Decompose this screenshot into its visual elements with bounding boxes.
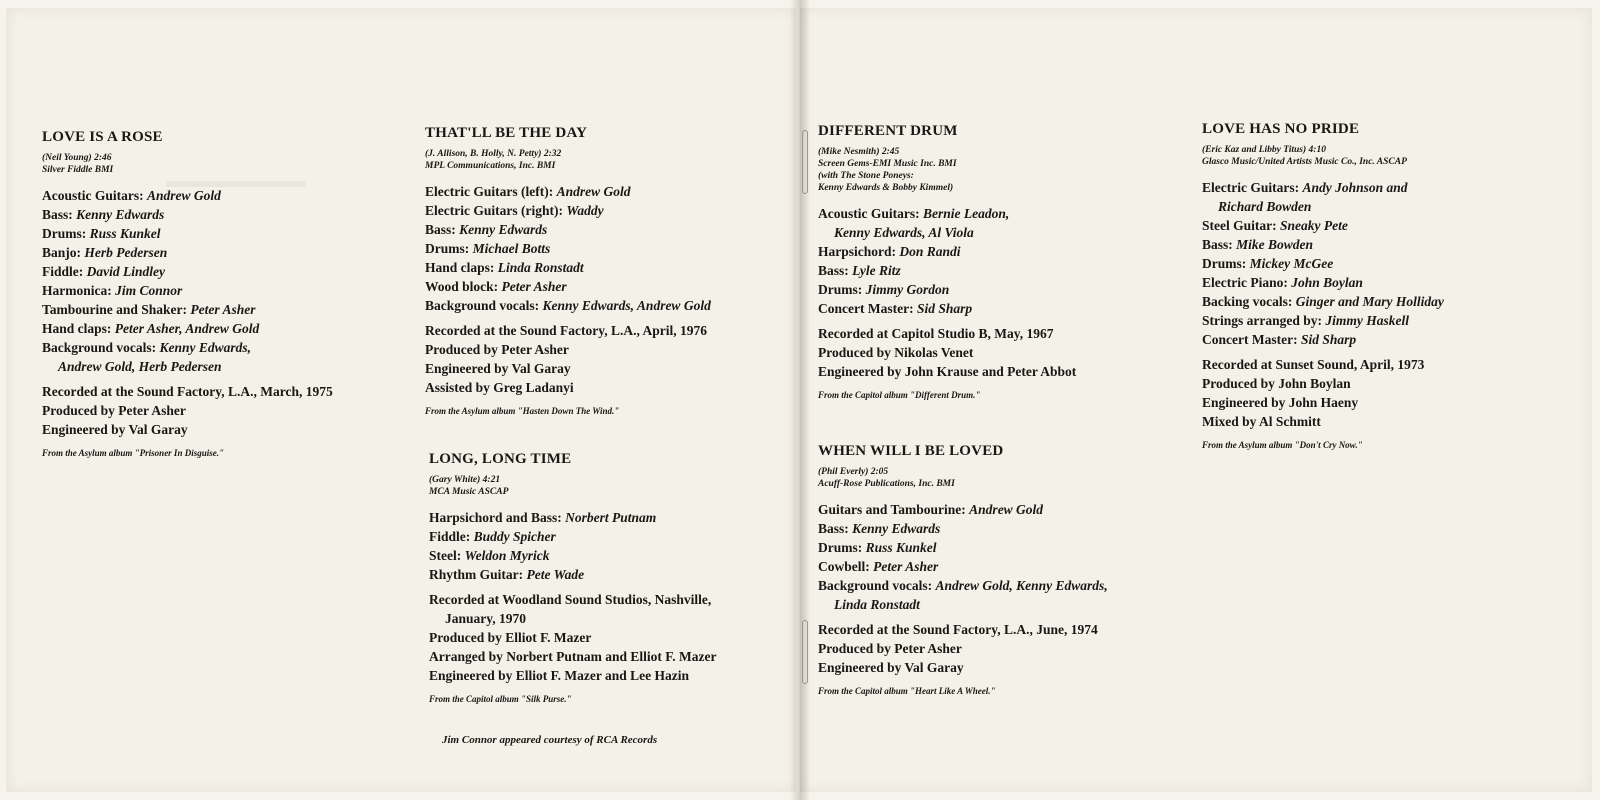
credit-role: Wood block: (425, 279, 499, 294)
credit-role: Concert Master: (818, 301, 914, 316)
show-through: ▬▬▬▬▬▬▬ (166, 170, 306, 192)
song-love-is-a-rose (42, 128, 382, 459)
credit-line (818, 576, 1178, 595)
credit-role: Hand claps: (425, 260, 495, 275)
credit-name: Andrew Gold (969, 502, 1044, 517)
credit-role: Drums: (818, 282, 863, 297)
credit-name: Lyle Ritz (852, 263, 901, 278)
credit-name: Andrew Gold, Herb Pedersen (58, 359, 222, 374)
production-line: Produced by Peter Asher (425, 342, 569, 357)
production-line: Produced by Elliot F. Mazer (429, 630, 592, 645)
credit-name: Mickey McGee (1249, 256, 1334, 271)
credit-role: Banjo: (42, 245, 82, 260)
credit-name: Jim Connor (115, 283, 183, 298)
credit-line (818, 204, 1178, 223)
production-line: Engineered by Elliot F. Mazer and Lee Hazin (429, 668, 690, 683)
production-line: Recorded at Capitol Studio B, May, 1967 (818, 326, 1054, 341)
credit-role: Steel Guitar: (1202, 218, 1277, 233)
credit-line (1202, 216, 1552, 235)
credit-line (818, 261, 1178, 280)
credit-name: Waddy (566, 203, 604, 218)
credit-role: Guitars and Tambourine: (818, 502, 966, 517)
credit-name: Sneaky Pete (1279, 218, 1348, 233)
credit-name: Don Randi (899, 244, 961, 259)
song-meta: Acuff-Rose Publications, Inc. BMI (818, 479, 955, 489)
credit-role: Hand claps: (42, 321, 112, 336)
song-title: LOVE IS A ROSE (42, 129, 163, 145)
credit-line (1202, 254, 1552, 273)
song-meta: (with The Stone Poneys: (818, 171, 914, 181)
credits-list (42, 186, 382, 376)
credit-name: Kenny Edwards, Andrew Gold (542, 298, 711, 313)
credit-name: Peter Asher (873, 559, 939, 574)
credit-line (1202, 197, 1552, 216)
credit-name: Andrew Gold, Kenny Edwards, (935, 578, 1108, 593)
credit-name: Herb Pedersen (84, 245, 168, 260)
song-long-long-time (429, 450, 779, 705)
credit-line (42, 205, 382, 224)
production-line: Mixed by Al Schmitt (1202, 414, 1321, 429)
production-line: Produced by Peter Asher (42, 403, 186, 418)
credit-line (425, 296, 775, 315)
song-meta: Silver Fiddle BMI (42, 165, 114, 175)
credits-list (1202, 178, 1552, 349)
production-line: Recorded at the Sound Factory, L.A., March, 1975 (42, 384, 333, 399)
credit-name: Sid Sharp (1300, 332, 1357, 347)
credit-line (1202, 330, 1552, 349)
credit-name: Mike Bowden (1236, 237, 1314, 252)
credit-line (818, 223, 1178, 242)
credit-name: Peter Asher (190, 302, 256, 317)
credit-role: Electric Guitars: (1202, 180, 1300, 195)
credit-role: Acoustic Guitars: (818, 206, 920, 221)
credit-line (429, 527, 779, 546)
song-title: LOVE HAS NO PRIDE (1202, 121, 1360, 137)
credit-name: Jimmy Gordon (865, 282, 950, 297)
credit-line (425, 239, 775, 258)
song-title: DIFFERENT DRUM (818, 123, 958, 139)
production-line: Engineered by Val Garay (425, 361, 571, 376)
credit-role: Drums: (425, 241, 470, 256)
credit-name: Peter Asher (501, 279, 567, 294)
credit-name: Jimmy Haskell (1325, 313, 1410, 328)
credit-line (818, 299, 1178, 318)
credit-role: Backing vocals: (1202, 294, 1293, 309)
credit-role: Strings arranged by: (1202, 313, 1323, 328)
credit-name: Russ Kunkel (89, 226, 161, 241)
album-source: From the Capitol album "Silk Purse." (429, 694, 572, 704)
credit-name: John Boylan (1291, 275, 1363, 290)
production-line: Produced by Nikolas Venet (818, 345, 974, 360)
credit-role: Cowbell: (818, 559, 870, 574)
credit-name: Linda Ronstadt (497, 260, 584, 275)
credit-line (429, 565, 779, 584)
album-source: From the Asylum album "Hasten Down The Wind." (425, 406, 620, 416)
credit-line (429, 508, 779, 527)
staple (802, 130, 808, 194)
credit-line (42, 186, 382, 205)
song-meta: Screen Gems-EMI Music Inc. BMI (818, 159, 957, 169)
credit-line (42, 357, 382, 376)
credit-line (818, 538, 1178, 557)
song-meta: (J. Allison, B. Holly, N. Petty) 2:32 (425, 149, 562, 159)
album-source: From the Capitol album "Different Drum." (818, 390, 981, 400)
credit-name: Norbert Putnam (565, 510, 657, 525)
credit-name: Sid Sharp (916, 301, 973, 316)
production-line: Engineered by John Haeny (1202, 395, 1359, 410)
song-meta: (Gary White) 4:21 (429, 475, 501, 485)
credit-name: Pete Wade (526, 567, 585, 582)
credit-name: Linda Ronstadt (834, 597, 920, 612)
song-when-will-i-be-loved (818, 442, 1178, 697)
credit-name: Ginger and Mary Holliday (1295, 294, 1444, 309)
credit-line (425, 258, 775, 277)
credit-role: Background vocals: (425, 298, 540, 313)
production-line: Engineered by Val Garay (818, 660, 964, 675)
credit-role: Background vocals: (818, 578, 933, 593)
song-different-drum (818, 122, 1178, 401)
album-source: From the Asylum album "Don't Cry Now." (1202, 440, 1363, 450)
credit-name: Andrew Gold (147, 188, 221, 203)
credit-role: Electric Guitars (right): (425, 203, 563, 218)
credit-line (42, 300, 382, 319)
production-line: Engineered by John Krause and Peter Abbot (818, 364, 1077, 379)
credit-role: Electric Guitars (left): (425, 184, 554, 199)
credit-name: Richard Bowden (1218, 199, 1312, 214)
credit-line (818, 519, 1178, 538)
credits-list (429, 508, 779, 584)
credit-line (42, 281, 382, 300)
credit-role: Drums: (42, 226, 87, 241)
credit-role: Drums: (818, 540, 863, 555)
credit-role: Electric Piano: (1202, 275, 1288, 290)
credit-line (1202, 273, 1552, 292)
credit-name: Buddy Spicher (473, 529, 556, 544)
credit-name: David Lindley (86, 264, 165, 279)
production-line: January, 1970 (445, 611, 527, 626)
credits-list (818, 500, 1178, 614)
credit-line (429, 546, 779, 565)
credit-role: Background vocals: (42, 340, 157, 355)
credit-role: Harpsichord and Bass: (429, 510, 562, 525)
credit-line (42, 338, 382, 357)
courtesy-note: Jim Connor appeared courtesy of RCA Records (442, 734, 658, 746)
production-line: Arranged by Norbert Putnam and Elliot F. Mazer (429, 649, 717, 664)
credit-line (1202, 235, 1552, 254)
credit-line (818, 500, 1178, 519)
credit-role: Bass: (818, 521, 849, 536)
credit-line (42, 243, 382, 262)
production-line: Produced by Peter Asher (818, 641, 962, 656)
credit-line (818, 242, 1178, 261)
credit-role: Fiddle: (42, 264, 84, 279)
production-line: Engineered by Val Garay (42, 422, 188, 437)
credit-name: Kenny Edwards (459, 222, 548, 237)
credit-line (425, 201, 775, 220)
credit-line (818, 280, 1178, 299)
credit-name: Kenny Edwards, (159, 340, 252, 355)
song-title: THAT'LL BE THE DAY (425, 125, 588, 141)
song-meta: (Neil Young) 2:46 (42, 153, 112, 163)
staple (802, 620, 808, 684)
credit-role: Acoustic Guitars: (42, 188, 144, 203)
album-source: From the Capitol album "Heart Like A Wheel." (818, 686, 996, 696)
credit-line (425, 182, 775, 201)
credit-name: Weldon Myrick (464, 548, 550, 563)
credit-role: Steel: (429, 548, 462, 563)
credit-name: Bernie Leadon, (923, 206, 1010, 221)
credit-name: Michael Botts (472, 241, 551, 256)
song-meta: MPL Communications, Inc. BMI (425, 161, 556, 171)
credit-name: Russ Kunkel (865, 540, 937, 555)
credit-role: Bass: (425, 222, 456, 237)
credit-name: Andy Johnson and (1302, 180, 1408, 195)
credit-role: Bass: (42, 207, 73, 222)
song-meta: Kenny Edwards & Bobby Kimmel) (818, 183, 954, 193)
credit-line (425, 277, 775, 296)
credit-line (1202, 292, 1552, 311)
credit-role: Drums: (1202, 256, 1247, 271)
credit-role: Bass: (1202, 237, 1233, 252)
credit-line (425, 220, 775, 239)
credit-line (42, 262, 382, 281)
credit-role: Fiddle: (429, 529, 471, 544)
credit-name: Andrew Gold (556, 184, 631, 199)
credit-line (1202, 178, 1552, 197)
credit-role: Harpsichord: (818, 244, 897, 259)
credit-line (818, 557, 1178, 576)
credit-line (42, 224, 382, 243)
credit-line (818, 595, 1178, 614)
credit-role: Rhythm Guitar: (429, 567, 524, 582)
credit-name: Kenny Edwards (76, 207, 165, 222)
production-line: Recorded at Sunset Sound, April, 1973 (1202, 357, 1425, 372)
production-line: Produced by John Boylan (1202, 376, 1351, 391)
credit-name: Kenny Edwards, Al Viola (834, 225, 974, 240)
production-line: Assisted by Greg Ladanyi (425, 380, 574, 395)
credits-list (818, 204, 1178, 318)
production-line: Recorded at Woodland Sound Studios, Nashville, (429, 592, 712, 607)
production-line: Recorded at the Sound Factory, L.A., June, 1974 (818, 622, 1098, 637)
credit-role: Tambourine and Shaker: (42, 302, 188, 317)
credit-line (42, 319, 382, 338)
song-thatll-be-the-day (425, 124, 775, 417)
credit-line (1202, 311, 1552, 330)
song-meta: Glasco Music/United Artists Music Co., Inc. ASCAP (1202, 157, 1407, 167)
production-line: Recorded at the Sound Factory, L.A., April, 1976 (425, 323, 707, 338)
credit-name: Kenny Edwards (852, 521, 941, 536)
song-love-has-no-pride (1202, 120, 1552, 451)
credits-list (425, 182, 775, 315)
song-title: LONG, LONG TIME (429, 451, 572, 467)
credit-role: Bass: (818, 263, 849, 278)
credit-role: Harmonica: (42, 283, 112, 298)
credit-role: Concert Master: (1202, 332, 1298, 347)
album-source: From the Asylum album "Prisoner In Disguise." (42, 448, 224, 458)
credit-name: Peter Asher, Andrew Gold (114, 321, 260, 336)
song-title: WHEN WILL I BE LOVED (818, 443, 1004, 459)
song-meta: MCA Music ASCAP (429, 487, 509, 497)
song-meta: (Eric Kaz and Libby Titus) 4:10 (1202, 145, 1326, 155)
song-meta: (Mike Nesmith) 2:45 (818, 147, 900, 157)
song-meta: (Phil Everly) 2:05 (818, 467, 889, 477)
